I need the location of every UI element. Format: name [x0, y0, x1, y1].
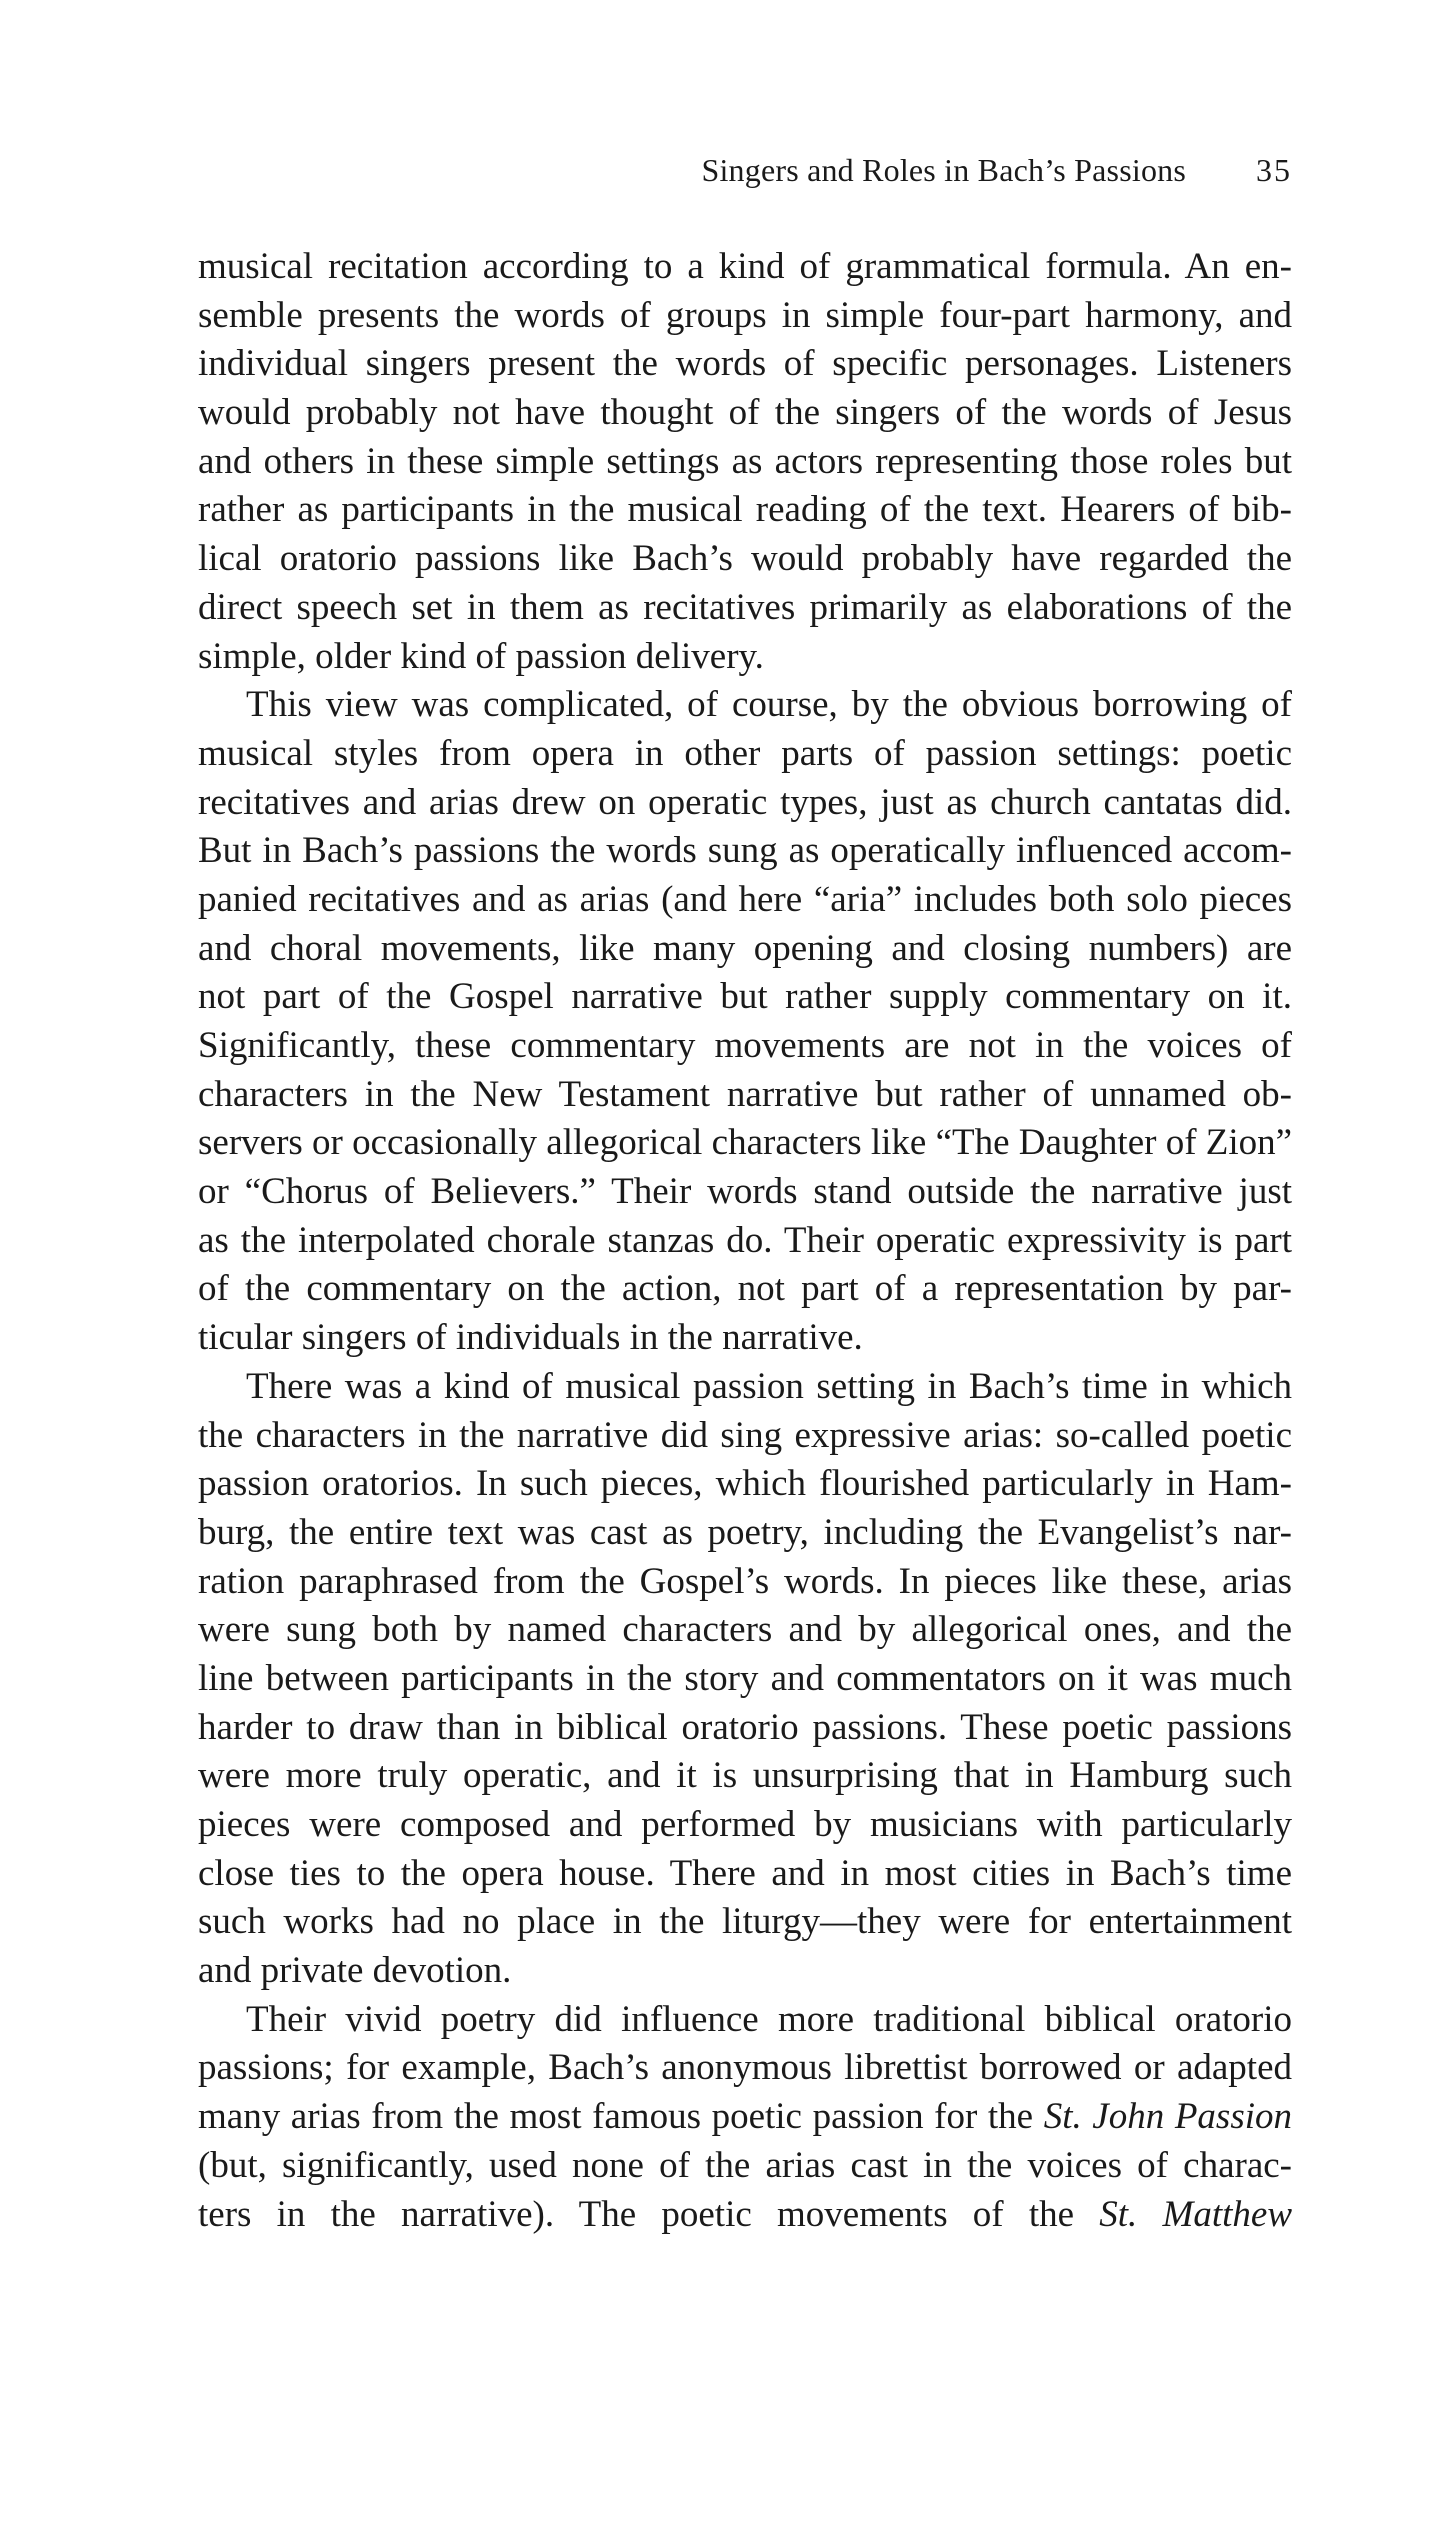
text-line: passions; for example, Bach’s anonymous librettist borrowed or adapted [198, 2047, 1292, 2089]
text-segment: ters in the narrative). The poetic movements of the [198, 2193, 1100, 2235]
text-line: individual singers present the words of specific personages. Listeners [198, 343, 1292, 385]
italic-title: St. John Passion [1043, 2096, 1292, 2138]
text-line: close ties to the opera house. There and in most cities in Bach’s time [198, 1852, 1292, 1894]
text-line: (but, significantly, used none of the arias cast in the voices of charac- [198, 2144, 1292, 2186]
text-line: were more truly operatic, and it is unsurprising that in Hamburg such [198, 1755, 1292, 1797]
text-line: pieces were composed and performed by musicians with particularly [198, 1804, 1292, 1845]
text-line: and choral movements, like many opening and closing numbers) are [198, 927, 1292, 969]
text-line: not part of the Gospel narrative but rather supply commentary on it. [198, 976, 1292, 1018]
text-line: burg, the entire text was cast as poetry, including the Evangelist’s nar- [198, 1511, 1292, 1553]
body-text [198, 243, 1292, 2239]
text-line: This view was complicated, of course, by the obvious borrowing of [246, 684, 1292, 726]
text-line: harder to draw than in biblical oratorio passions. These poetic passions [198, 1706, 1292, 1748]
text-line: servers or occasionally allegorical characters like “The Daughter of Zion” [198, 1122, 1292, 1164]
paragraph-1 [198, 243, 1292, 681]
text-line: such works had no place in the liturgy—they were for entertainment [198, 1901, 1292, 1943]
paragraph-2 [198, 681, 1292, 1363]
text-line: There was a kind of musical passion setting in Bach’s time in which [246, 1365, 1292, 1407]
running-title: Singers and Roles in Bach’s Passions [701, 152, 1186, 188]
running-head [198, 145, 1292, 195]
text-line: or “Chorus of Believers.” Their words stand outside the narrative just [198, 1171, 1292, 1213]
text-line: and private devotion. [198, 1950, 512, 1992]
text-line: musical recitation according to a kind of grammatical formula. An en- [198, 246, 1292, 287]
text-line: simple, older kind of passion delivery. [198, 635, 764, 677]
text-line: would probably not have thought of the singers of the words of Jesus [198, 392, 1292, 434]
text-line: ration paraphrased from the Gospel’s words. In pieces like these, arias [198, 1560, 1292, 1602]
text-line: and others in these simple settings as actors representing those roles but [198, 440, 1292, 482]
text-line: Significantly, these commentary movements are not in the voices of [198, 1025, 1292, 1066]
italic-title: St. Matthew [1099, 2193, 1292, 2235]
text-line: characters in the New Testament narrative but rather of unnamed ob- [198, 1073, 1292, 1115]
text-line [198, 2191, 1292, 2240]
text-line: lical oratorio passions like Bach’s would probably have regarded the [198, 538, 1292, 580]
text-segment: many arias from the most famous poetic passion for the [198, 2096, 1044, 2138]
text-line: of the commentary on the action, not part of a representation by par- [198, 1268, 1292, 1310]
text-line: musical styles from opera in other parts of passion settings: poetic [198, 732, 1292, 774]
text-line: But in Bach’s passions the words sung as operatically influenced accom- [198, 830, 1292, 872]
text-line: passion oratorios. In such pieces, which flourished particularly in Ham- [198, 1463, 1292, 1505]
text-line: Their vivid poetry did influence more traditional biblical oratorio [246, 1998, 1292, 2040]
text-line: line between participants in the story and commentators on it was much [198, 1657, 1292, 1699]
text-line: direct speech set in them as recitatives primarily as elaborations of the [198, 586, 1292, 628]
text-line: the characters in the narrative did sing expressive arias: so-called poetic [198, 1414, 1292, 1456]
text-line: recitatives and arias drew on operatic types, just as church cantatas did. [198, 781, 1292, 823]
page-number: 35 [1256, 152, 1292, 188]
text-line: semble presents the words of groups in simple four-part harmony, and [198, 294, 1292, 336]
text-line: were sung both by named characters and by allegorical ones, and the [198, 1609, 1292, 1651]
text-line: rather as participants in the musical reading of the text. Hearers of bib- [198, 489, 1292, 531]
text-line [198, 2093, 1292, 2142]
text-line: as the interpolated chorale stanzas do. Their operatic expressivity is part [198, 1219, 1292, 1261]
paragraph-4 [198, 1996, 1292, 2239]
text-line: panied recitatives and as arias (and here “aria” includes both solo pieces [198, 878, 1292, 920]
paragraph-3 [198, 1363, 1292, 1996]
text-line: ticular singers of individuals in the narrative. [198, 1317, 863, 1359]
